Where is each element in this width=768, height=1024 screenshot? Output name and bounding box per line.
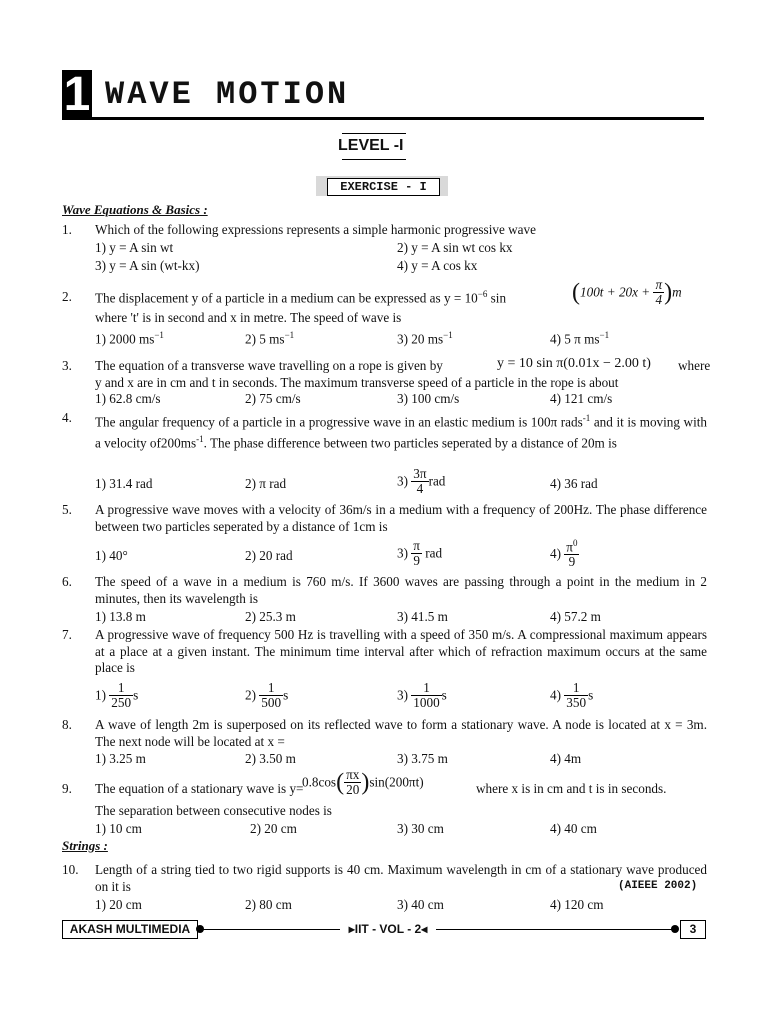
option-4: 4) 5 π $ms^{-1}$ <box>550 330 610 347</box>
level-rule-bottom <box>342 159 406 160</box>
question-number: 2. <box>62 289 72 304</box>
question-text-2: The separation between consecutive nodes is <box>95 803 332 818</box>
question-text: A progressive wave of frequency 500 Hz is travelling with a speed of 350 m/s. A compressional maximum appears at a place at a given instant. The minimum time interval after which of refraction maximum occurs at the same place is <box>95 627 707 675</box>
question-text-tail: where x is in cm and t is in seconds. <box>476 781 667 796</box>
exercise-label: EXERCISE - I <box>327 178 440 196</box>
question-number: 1. <box>62 222 72 237</box>
option-2: 2) 5 $ms^{-1}$ <box>245 330 295 347</box>
option-1: 1) 62.8 cm/s <box>95 391 161 406</box>
chapter-title: WAVE MOTION <box>105 76 350 113</box>
option-2: 2) 20 rad <box>245 548 293 563</box>
footer-dot-left <box>196 925 204 933</box>
option-3: 3) $\frac{3\pi}{4}$ rad <box>397 466 446 496</box>
option-2: 2) 75 cm/s <box>245 391 301 406</box>
arrow-left-icon: ◂ <box>421 922 428 936</box>
exam-tag: (AIEEE 2002) <box>618 880 698 892</box>
option-4: 4) y = A cos kx <box>397 258 478 273</box>
option-3: 3) 100 cm/s <box>397 391 460 406</box>
question-text: The angular frequency of a particle in a progressive wave in an elastic medium is 100π rads$^{-1}$ and it is moving with a velocity $of200ms^{-1}$. The phase difference between two particles seperated by a distance of 20m is <box>95 413 708 451</box>
option-3: 3) 20 $ms^{-1}$ <box>397 330 453 347</box>
question-number: 5. <box>62 502 72 517</box>
page-number: 3 <box>680 920 706 939</box>
formula: (100t + 20x + $\frac{\pi}{4}$ )m <box>572 277 682 307</box>
option-3: 3) 40 cm <box>397 897 444 912</box>
question-number: 10. <box>62 862 79 877</box>
footer-dot-right <box>671 925 679 933</box>
option-3: 3) 30 cm <box>397 821 444 836</box>
question-text-2: where 't' is in second and x in metre. The speed of wave is <box>95 310 402 325</box>
option-1: 1) 10 cm <box>95 821 142 836</box>
option-2: 2) 80 cm <box>245 897 292 912</box>
option-1: 1) 3.25 m <box>95 751 146 766</box>
option-3: 3) y = A sin (wt-kx) <box>95 258 200 273</box>
question-number: 7. <box>62 627 72 642</box>
option-4: 4) 40 cm <box>550 821 597 836</box>
option-2: 2) 20 cm <box>250 821 297 836</box>
question-text: The displacement y of a particle in a medium can be expressed as $y = 10^{-6}$ sin <box>95 289 507 306</box>
section-heading: Strings : <box>62 838 108 853</box>
question-text: The equation of a stationary wave is y= <box>95 781 304 796</box>
question-number: 9. <box>62 781 72 796</box>
option-4: 4) 36 rad <box>550 476 598 491</box>
footer-volume: ▸IIT - VOL - 2◂ <box>340 921 436 937</box>
question-text: A progressive wave moves with a velocity of 36m/s in a medium with a frequency of 200Hz. The phase difference between two particles seperated by a distance of 1cm is <box>95 502 707 534</box>
level-heading: LEVEL -I <box>338 137 404 154</box>
question-text: Length of a string tied to two rigid supports is 40 cm. Maximum wavelength in cm of a stationary wave produced on it is <box>95 862 707 894</box>
option-2: 2) $\frac{1}{500}$ s <box>245 680 289 710</box>
option-4: 4) 120 cm <box>550 897 604 912</box>
option-4: 4) 121 cm/s <box>550 391 613 406</box>
question-text: A wave of length 2m is superposed on its reflected wave to form a stationary wave. A node is located at x = 3m. The next node will be located at x = <box>95 717 707 749</box>
formula: y = 10 sin π(0.01x − 2.00 t) <box>497 356 651 371</box>
arrow-right-icon: ▸ <box>348 922 355 936</box>
option-3: 3) 41.5 m <box>397 609 448 624</box>
question-number: 3. <box>62 358 72 373</box>
option-4: 4) $\frac{\pi^0}{9}$ <box>550 538 578 570</box>
chapter-number: 1 <box>63 68 91 121</box>
option-4: 4) 57.2 m <box>550 609 601 624</box>
option-2: 2) 3.50 m <box>245 751 296 766</box>
question-text: The equation of a transverse wave travelling on a rope is given by <box>95 358 443 373</box>
option-2: 2) y = A sin wt cos kx <box>397 240 513 255</box>
option-4: 4) $\frac{1}{350}$ s <box>550 680 594 710</box>
formula: 0.8cos( $\frac{\pi x}{20}$ )sin(200πt) <box>302 767 424 797</box>
level-rule-top <box>342 133 406 134</box>
footer-publisher: AKASH MULTIMEDIA <box>62 920 198 939</box>
option-1: 1) 40° <box>95 548 128 563</box>
option-1: 1) 13.8 m <box>95 609 146 624</box>
question-text-tail: where <box>678 358 711 373</box>
title-rule <box>92 117 704 120</box>
question-number: 4. <box>62 410 72 425</box>
option-4: 4) 4m <box>550 751 582 766</box>
question-text: Which of the following expressions represents a simple harmonic progressive wave <box>95 222 536 237</box>
option-1: 1) y = A sin wt <box>95 240 174 255</box>
option-1: 1) 2000 $ms^{-1}$ <box>95 330 164 347</box>
question-number: 8. <box>62 717 72 732</box>
option-3: 3) 3.75 m <box>397 751 448 766</box>
option-3: 3) $\frac{\pi}{9}$ rad <box>397 538 443 568</box>
option-1: 1) 20 cm <box>95 897 142 912</box>
option-1: 1) $\frac{1}{250}$ s <box>95 680 139 710</box>
option-2: 2) π rad <box>245 476 287 491</box>
footer-rule <box>197 929 677 930</box>
section-heading: Wave Equations & Basics : <box>62 202 208 217</box>
question-text: The speed of a wave in a medium is 760 m/s. If 3600 waves are passing through a point in the medium in 2 minutes, then its wavelength is <box>95 574 707 606</box>
question-number: 6. <box>62 574 72 589</box>
option-1: 1) 31.4 rad <box>95 476 153 491</box>
option-3: 3) $\frac{1}{1000}$ s <box>397 680 447 710</box>
option-2: 2) 25.3 m <box>245 609 296 624</box>
question-text-2: y and x are in cm and t in seconds. The maximum transverse speed of a particle in the rope is about <box>95 375 619 390</box>
